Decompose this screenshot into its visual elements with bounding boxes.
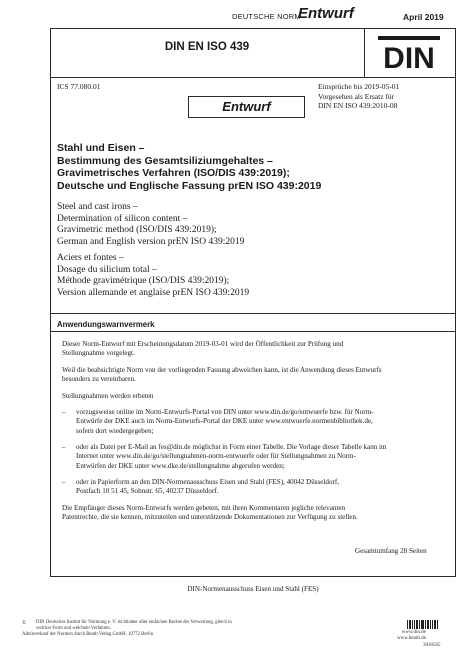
sales-notice: Alleinverkauf der Normen durch Beuth Verlag GmbH, 10772 Berlin	[22, 632, 154, 637]
warning-paragraph	[62, 340, 450, 359]
objections-line: Vorgesehen als Ersatz für	[318, 91, 395, 101]
warning-paragraph	[62, 366, 450, 385]
barcode-icon	[397, 620, 439, 629]
objections-line: Einsprüche bis 2019-05-01	[318, 82, 400, 91]
patent-paragraph	[62, 504, 450, 523]
title-line: German and English version prEN ISO 439:2019	[57, 236, 245, 247]
copyright-notice	[36, 620, 232, 632]
norm-type-label: DEUTSCHE NORM	[232, 12, 301, 21]
text-line: Stellungnahme vorgelegt.	[62, 349, 135, 358]
text-line: Postfach 10 51 45, Sohnstr. 65, 40237 Düsseldorf.	[76, 487, 219, 496]
title-line: Gravimetric method (ISO/DIS 439:2019);	[57, 225, 217, 235]
warning-paragraph	[62, 392, 450, 401]
text-line: oder in Papierform an den DIN-Normenausschuss Eisen und Stahl (FES), 40042 Düsseldorf,	[76, 478, 340, 486]
text-line: DIN Deutsches Institut für Normung e. V. ist Inhaber aller einfachen Rechte der Verwertung, gleich in	[36, 620, 232, 625]
text-line: Die Empfänger dieses Norm-Entwurfs werden gebeten, mit ihren Kommentaren jegliche relevanten	[62, 504, 346, 512]
text-line: Entwürfen der DKE unter www.dke.de/stellungnahme abgerufen werden;	[76, 461, 285, 470]
shop-link: www.din.de	[401, 630, 426, 635]
title-line: Deutsche und Englische Fassung prEN ISO 439:2019	[57, 179, 322, 192]
draft-status-label: Entwurf	[298, 5, 354, 22]
title-english	[57, 202, 452, 248]
text-line: oder als Datei per E-Mail an fes@din.de möglichst in Form einer Tabelle. Die Vorlage dieser Tabelle kann im	[76, 443, 387, 451]
warning-heading: Anwendungswarnvermerk	[57, 320, 155, 329]
document-code: 3030565	[423, 643, 441, 648]
ics-code: ICS 77.080.01	[57, 82, 101, 91]
title-line: Steel and cast irons –	[57, 202, 138, 212]
text-line: Internet unter www.din.de/go/stellungnahmen-norm-entwuerfe oder für Stellungnahmen zu Norm-	[76, 452, 356, 461]
title-divider	[364, 28, 365, 78]
shop-links	[397, 630, 426, 643]
text-line: Patentrechte, die sie kennen, mitzuteilen und unterstützende Dokumentationen zur Verfügung zu stellen.	[62, 513, 358, 522]
text-line: Stellungnahmen werden erbeten	[62, 392, 154, 400]
total-pages: Gesamtumfang 28 Seiten	[355, 547, 427, 555]
draft-box: Entwurf	[188, 96, 305, 118]
title-line: Dosage du silicium total –	[57, 264, 157, 275]
title-line: Méthode gravimétrique (ISO/DIS 439:2019);	[57, 276, 230, 286]
title-french	[57, 253, 452, 299]
text-line: sofern dort wiedergegeben;	[76, 426, 154, 435]
objections-note	[318, 82, 453, 111]
text-line: Weil die beabsichtigte Norm von der vorliegenden Fassung abweichen kann, ist die Anwendung dieses Entwurfs	[62, 366, 382, 374]
title-line: Determination of silicon content –	[57, 213, 188, 224]
copyright-symbol: ©	[22, 620, 27, 626]
title-line: Version allemande et anglaise prEN ISO 439:2019	[57, 287, 250, 298]
publication-date: April 2019	[403, 12, 444, 22]
text-line: Dieser Norm-Entwurf mit Erscheinungsdatum 2019-03-01 wird der Öffentlichkeit zur Prüfung und	[62, 340, 344, 348]
document-number: DIN EN ISO 439	[164, 41, 250, 53]
title-line: Stahl und Eisen –	[57, 142, 145, 154]
title-line: Gravimetrisches Verfahren (ISO/DIS 439:2019);	[57, 167, 290, 179]
din-logo-text: DIN	[383, 42, 435, 70]
text-line: besonders zu vereinbaren.	[62, 375, 136, 384]
din-logo	[372, 36, 446, 70]
title-line: Aciers et fontes –	[57, 253, 124, 263]
bullet-dash: –	[62, 408, 66, 416]
bullet-dash: –	[62, 478, 66, 486]
bullet-dash: –	[62, 443, 66, 451]
objections-line: DIN EN ISO 439:2010-08	[318, 101, 398, 110]
text-line: Entwürfe der DKE auch im Norm-Entwurfs-Portal der DKE unter www.entwuerfe.normenbibliothek.de,	[76, 417, 373, 426]
divider	[50, 331, 456, 332]
divider	[50, 313, 456, 314]
title-line: Bestimmung des Gesamtsiliziumgehaltes –	[57, 154, 273, 167]
text-line: vorzugsweise online im Norm-Entwurfs-Portal von DIN unter www.din.de/go/entwuerfe bzw. für Norm-	[76, 408, 374, 416]
text-line: welcher Form und welchem Verfahren.	[36, 626, 111, 632]
title-german	[57, 142, 452, 192]
committee-name: DIN-Normenausschuss Eisen und Stahl (FES)	[187, 585, 319, 593]
shop-link: www.beuth.de	[397, 636, 426, 642]
